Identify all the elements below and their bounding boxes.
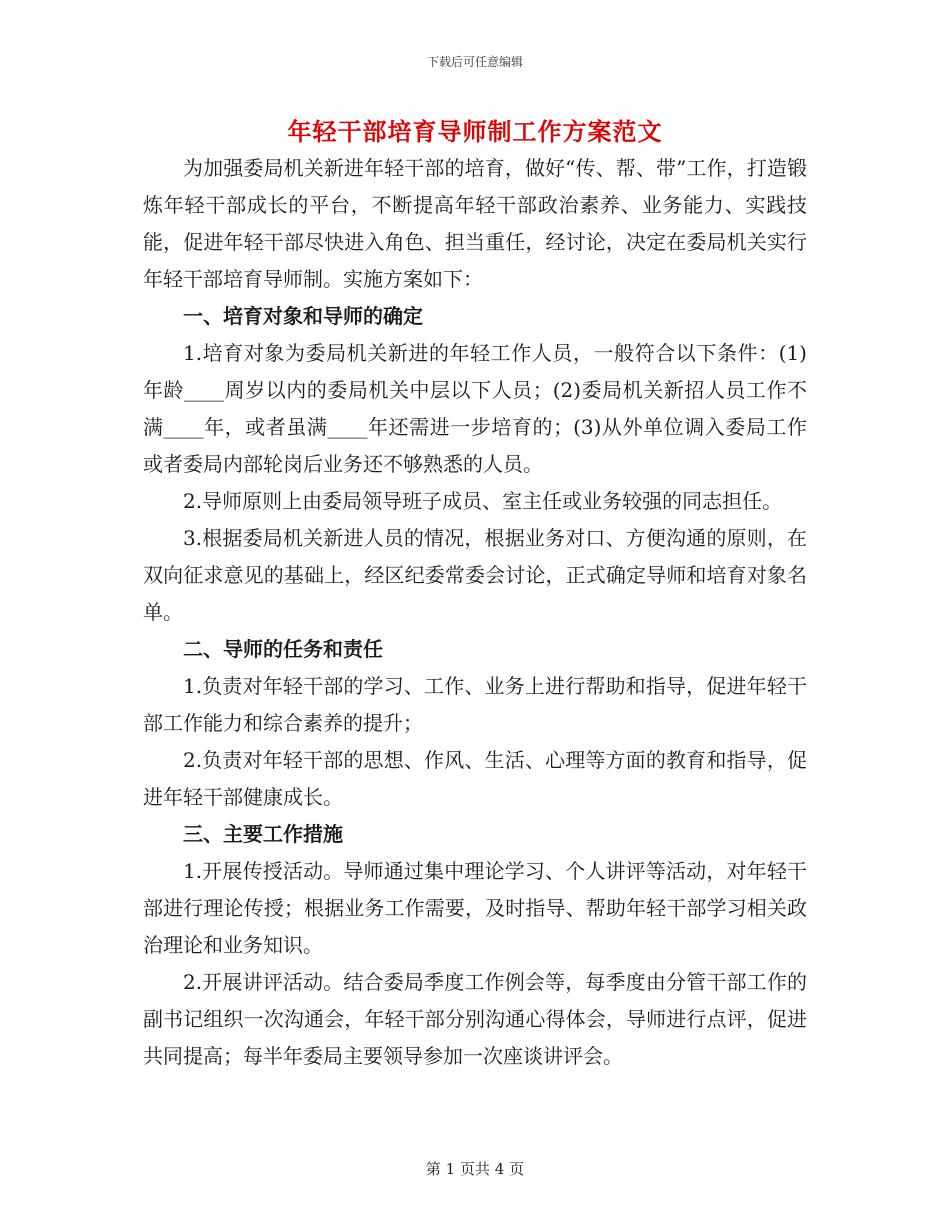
- body-paragraph: 2.导师原则上由委局领导班子成员、室主任或业务较强的同志担任。: [183, 489, 783, 513]
- section-heading-3: 三、主要工作措施: [183, 822, 343, 846]
- body-paragraph: 1.开展传授活动。导师通过集中理论学习、个人讲评等活动，对年轻干部进行理论传授；根据业务工作需要，及时指导、帮助年轻干部学习相关政治理论和业务知识。: [143, 859, 807, 957]
- body-paragraph: 2.负责对年轻干部的思想、作风、生活、心理等方面的教育和指导，促进年轻干部健康成长。: [143, 748, 807, 809]
- document-body: [143, 150, 807, 1075]
- body-paragraph: 3.根据委局机关新进人员的情况，根据业务对口、方便沟通的原则，在双向征求意见的基础上，经区纪委常委会讨论，正式确定导师和培育对象名单。: [143, 526, 807, 624]
- section-heading-1: 一、培育对象和导师的确定: [183, 304, 423, 328]
- body-paragraph: 1.培育对象为委局机关新进的年轻工作人员，一般符合以下条件：(1)年龄____周岁以内的委局机关中层以下人员；(2)委局机关新招人员工作不满____年，或者虽满____年还需进一步培育的；(3)从外单位调入委局工作或者委局内部轮岗后业务还不够熟悉的人员。: [143, 341, 807, 476]
- document-title: 年轻干部培育导师制工作方案范文: [287, 117, 663, 146]
- section-heading-2: 二、导师的任务和责任: [183, 637, 383, 661]
- page-footer: 第 1 页共 4 页: [425, 1160, 525, 1178]
- body-paragraph: 2.开展讲评活动。结合委局季度工作例会等，每季度由分管干部工作的副书记组织一次沟通会，年轻干部分别沟通心得体会，导师进行点评，促进共同提高；每半年委局主要领导参加一次座谈讲评会。: [143, 970, 807, 1068]
- intro-paragraph: 为加强委局机关新进年轻干部的培育，做好“传、帮、带”工作，打造锻炼年轻干部成长的平台，不断提高年轻干部政治素养、业务能力、实践技能，促进年轻干部尽快进入角色、担当重任，经讨论，决定在委局机关实行年轻干部培育导师制。实施方案如下：: [143, 156, 807, 291]
- header-note: 下载后可任意编辑: [426, 55, 523, 69]
- body-paragraph: 1.负责对年轻干部的学习、工作、业务上进行帮助和指导，促进年轻干部工作能力和综合素养的提升；: [143, 674, 807, 735]
